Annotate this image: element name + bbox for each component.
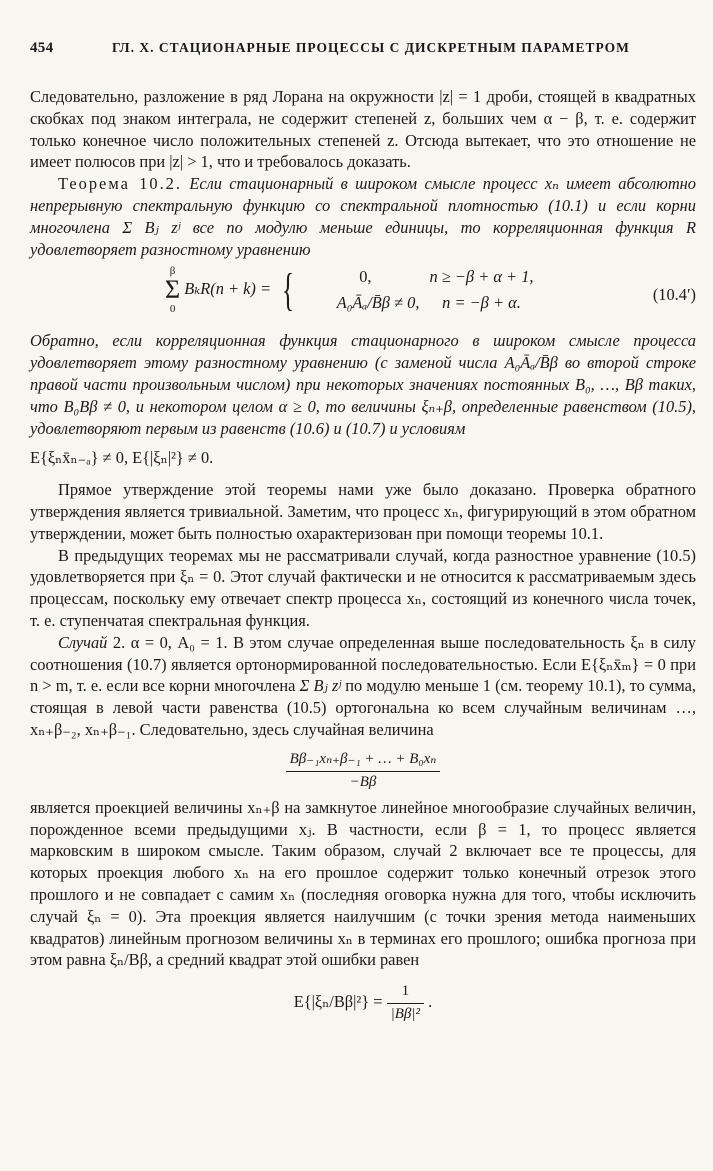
book-page — [30, 0, 696, 1171]
case-label: Случай — [58, 632, 108, 652]
left-brace: { — [282, 264, 295, 316]
paragraph-previous-theorems: В предыдущих теоремах мы не рассматривали случай, когда разностное уравнение (10.5) удовлетворяется при ξₙ = 0. Этот случай фактически и не относится к рассматриваемым здесь процессам, поскольку ему отвечает спектр процесса xₙ, состоящий из конечного числа точек, т. е. ступенчатая спектральная функция. — [30, 545, 696, 630]
theorem-text-b: все по модулю меньше единицы, то корреляционная функция R удовлетворяет разностному уравнению — [30, 217, 696, 259]
equation-projection-fraction — [30, 749, 696, 789]
case-text-b: по модулю меньше 1 (см. теорему 10.1), то сумма, стоящая в левой части равенства (10.5) ортогональна ко всем случайным величинам …, xₙ₊β₋₂, xₙ₊β₋₁. Следовательно, здесь случайная величина — [30, 676, 696, 739]
paragraph-projection: является проекцией величины xₙ₊β на замкнутое линейное многообразие случайных величин, порожденное всеми предыдущими xⱼ. В частности, если β = 1, то процесс является марковским в широком смысле. Таким образом, случай 2 включает все те процессы, для которых проекция любого xₙ на его прошлое содержит только конечный отрезок этого прошлого и не совпадает с самим xₙ (последняя оговорка нужна для того, чтобы исключить случай ξₙ = 0). Эта проекция является наилучшим (с точки зрения метода наименьших квадратов) линейным прогнозом величины xₙ в терминах его прошлого; ошибка прогноза при этом равна ξₙ/Bβ, а средний квадрат этой ошибки равен — [30, 797, 696, 970]
sum-symbol: β Σ 0 — [165, 265, 181, 316]
fraction-denominator: −Bβ — [349, 773, 377, 790]
paragraph-proof: Прямое утверждение этой теоремы нами уже было доказано. Проверка обратного утверждения является тривиальной. Заметим, что процесс xₙ, фигурирующий в этом обратном утверждении, может быть полностью охарактеризован при помощи теоремы 10.1. — [30, 480, 696, 543]
theorem-converse: Обратно, если корреляционная функция стационарного в широком смысле процесса удовлетворяет этому разностному уравнению (с заменой числа A₀Āₐ/B̄β во второй строке правой части произвольным числом) при некоторых значениях постоянных B₀, …, Bβ таких, что B₀Bβ ≠ 0, и некотором целом α ≥ 0, то величины ξₙ₊β, определенные равенством (10.5), удовлетворяют первым из равенств (10.6) и (10.7) и условиям — [30, 331, 696, 438]
equation-conditions: E{ξₙx̄ₙ₋ₐ} ≠ 0, E{|ξₙ|²} ≠ 0. — [30, 448, 214, 468]
page-body — [30, 86, 696, 1021]
theorem-sum: Σ Bⱼ zʲ — [122, 217, 181, 237]
error-denominator: |Bβ|² — [390, 1005, 421, 1022]
error-numerator: 1 — [387, 981, 424, 1004]
equation-10-4-prime — [30, 260, 696, 330]
error-lhs: E{|ξₙ/Bβ|²} = — [293, 992, 383, 1012]
case-sum: Σ Bⱼ zʲ — [299, 676, 342, 696]
case-text-a: 2. α = 0, A₀ = 1. В этом случае определенная выше последовательность ξₙ в силу соотношения (10.7) является ортонормированной последовательностью. Если E{ξₙx̄ₘ} = 0 при n > m, т. е. если все корни многочлена — [30, 632, 696, 696]
theorem-label: Теорема 10.2. — [58, 174, 182, 194]
fraction-numerator: Bβ₋₁xₙ₊β₋₁ + … + B₀xₙ — [286, 749, 441, 772]
paragraph-laurent: Следовательно, разложение в ряд Лорана на окружности |z| = 1 дроби, стоящей в квадратных скобках под знаком интеграла, не содержит степеней z, больших чем α − β, т. е. содержит только конечное число положительных степеней z. Отсюда вытекает, что это отношение не имеет полюсов при |z| > 1, что и требовалось доказать. — [30, 87, 696, 172]
page-number: 454 — [30, 40, 54, 56]
equation-error: E{|ξₙ/Bβ|²} = $\frac{1}{\text{|Bβ|²}}$ . — [30, 981, 696, 1021]
theorem-text-a: Если стационарный в широком смысле процесс xₙ имеет абсолютно непрерывную спектральную функцию со спектральной плотностью (10.1) и если корни многочлена — [30, 174, 697, 237]
eq-cases: 0, n ≥ −β + α + 1, A₀Āₐ/B̄β ≠ 0, n = −β + α. — [336, 267, 534, 313]
running-title: ГЛ. X. СТАЦИОНАРНЫЕ ПРОЦЕССЫ С ДИСКРЕТНЫМ ПАРАМЕТРОМ — [112, 40, 630, 55]
equation-number: (10.4′) — [652, 285, 696, 305]
theorem-10-2 — [30, 173, 696, 260]
case-2 — [30, 632, 696, 741]
eq-lhs: BₖR(n + k) = — [184, 279, 272, 299]
